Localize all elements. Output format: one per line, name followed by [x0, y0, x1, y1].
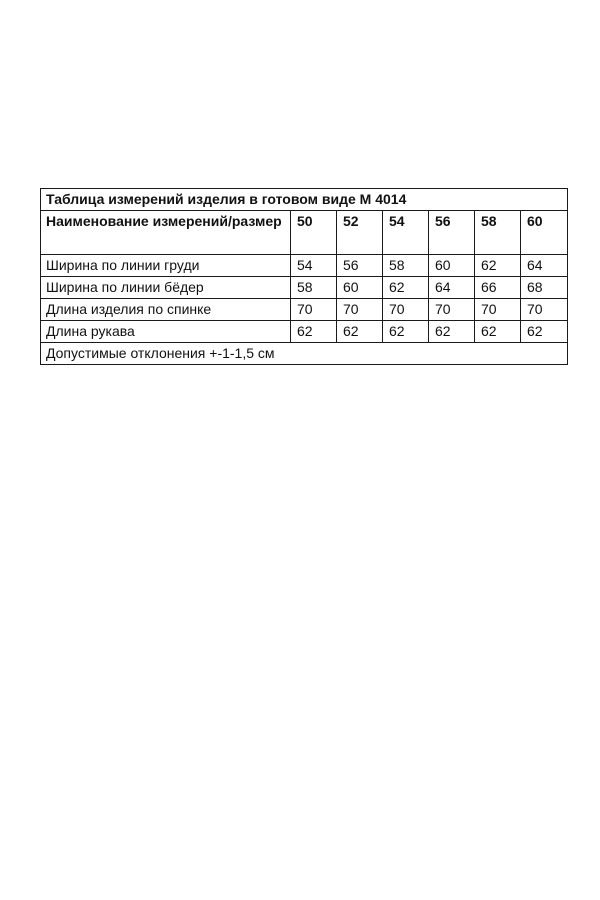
measurement-label: Длина изделия по спинке [41, 299, 291, 321]
measurement-value: 70 [475, 299, 521, 321]
measurement-label: Ширина по линии бёдер [41, 277, 291, 299]
measurement-value: 64 [429, 277, 475, 299]
measurement-value: 70 [291, 299, 337, 321]
measurement-value: 68 [521, 277, 568, 299]
tolerance-note: Допустимые отклонения +-1-1,5 см [41, 343, 568, 365]
table-title-row [41, 189, 568, 211]
table-title: Таблица измерений изделия в готовом виде М 4014 [41, 189, 568, 211]
measurement-label: Ширина по линии груди [41, 255, 291, 277]
size-column-header: 56 [429, 211, 475, 255]
size-column-header: 52 [337, 211, 383, 255]
size-column-header: 54 [383, 211, 429, 255]
size-column-header: 50 [291, 211, 337, 255]
measurement-value: 62 [521, 321, 568, 343]
header-label: Наименование измерений/размер [41, 211, 291, 255]
measurement-value: 62 [383, 321, 429, 343]
measurement-value: 58 [383, 255, 429, 277]
measurement-value: 62 [383, 277, 429, 299]
measurement-value: 64 [521, 255, 568, 277]
measurement-value: 60 [337, 277, 383, 299]
measurement-value: 58 [291, 277, 337, 299]
table-row [41, 255, 568, 277]
measurement-value: 62 [337, 321, 383, 343]
table-row [41, 299, 568, 321]
measurement-value: 70 [337, 299, 383, 321]
measurement-label: Длина рукава [41, 321, 291, 343]
table-note-row [41, 343, 568, 365]
measurement-value: 54 [291, 255, 337, 277]
measurement-value: 62 [429, 321, 475, 343]
table-header-row [41, 211, 568, 255]
measurement-value: 62 [475, 255, 521, 277]
measurement-value: 62 [475, 321, 521, 343]
size-column-header: 58 [475, 211, 521, 255]
measurement-value: 56 [337, 255, 383, 277]
measurement-value: 70 [521, 299, 568, 321]
table-row [41, 321, 568, 343]
size-column-header: 60 [521, 211, 568, 255]
measurement-value: 70 [429, 299, 475, 321]
measurement-value: 62 [291, 321, 337, 343]
table-row [41, 277, 568, 299]
measurement-value: 66 [475, 277, 521, 299]
size-measurement-table [40, 188, 568, 365]
measurement-value: 70 [383, 299, 429, 321]
measurement-value: 60 [429, 255, 475, 277]
